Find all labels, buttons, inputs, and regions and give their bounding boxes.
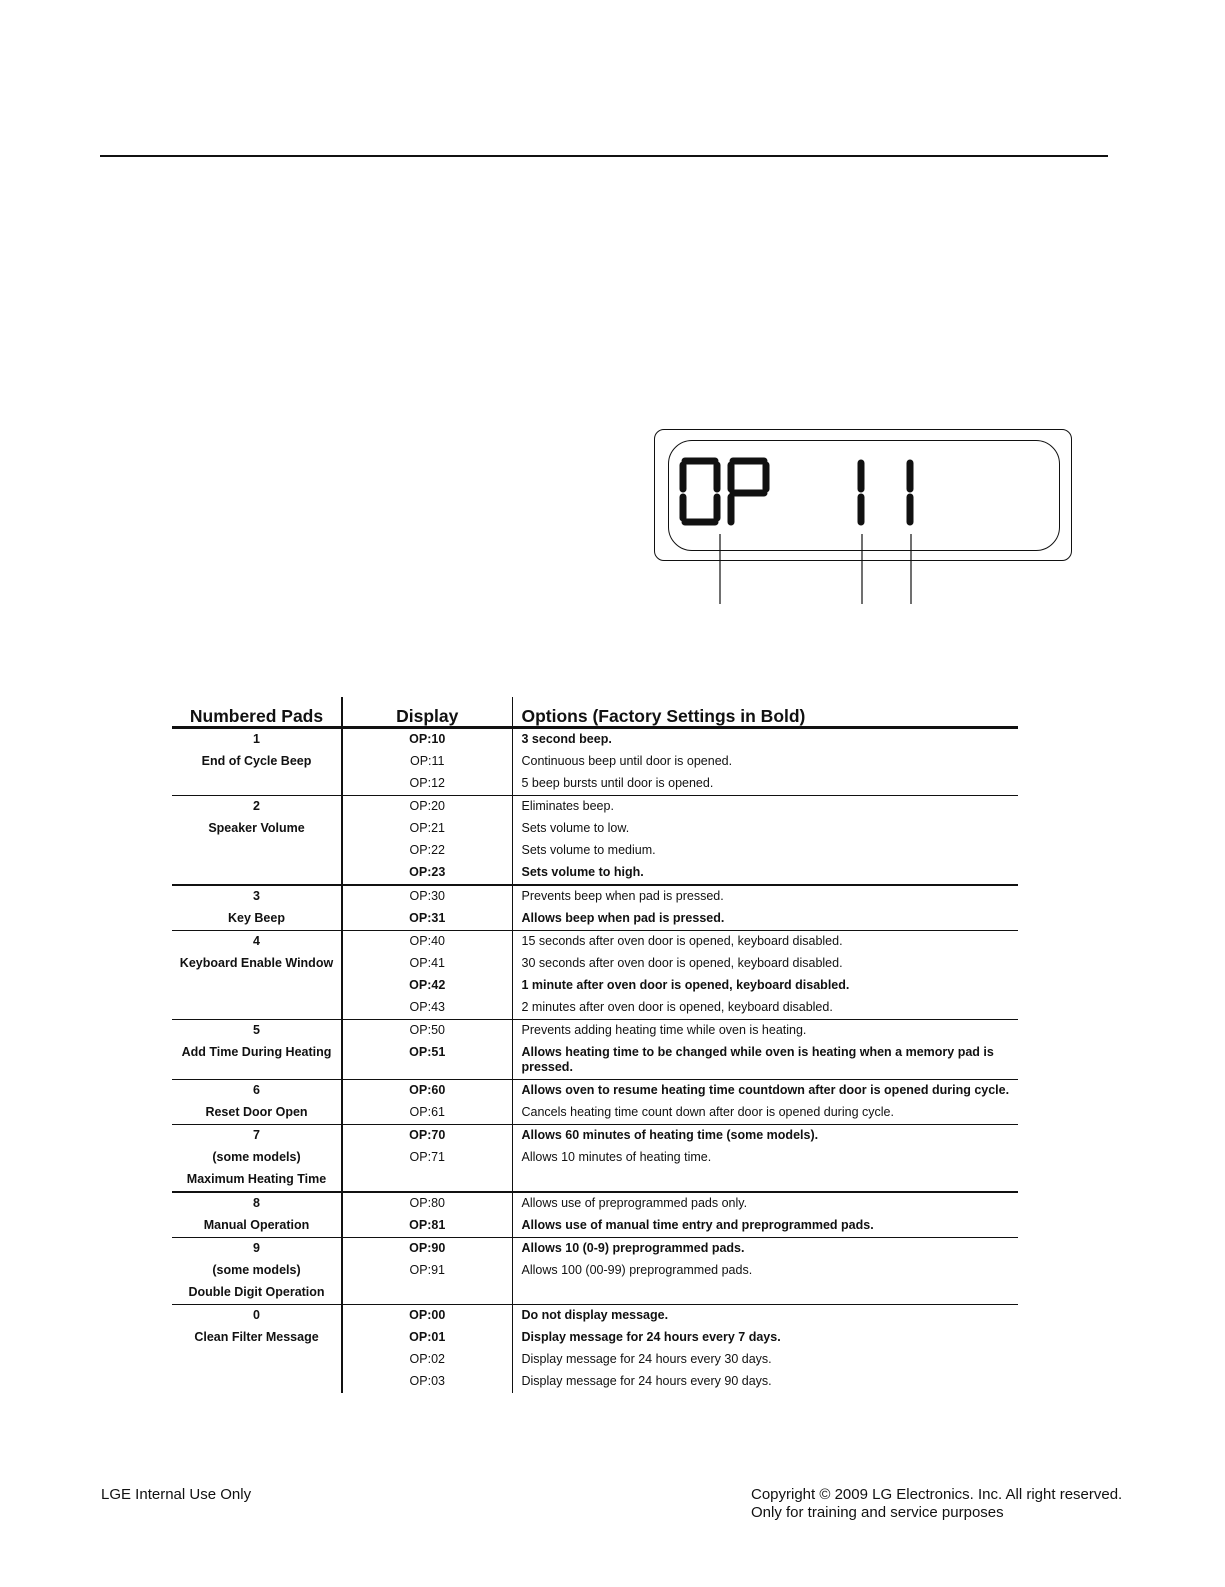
option-description-cell: Allows beep when pad is pressed. (521, 911, 725, 925)
pad-cell: Double Digit Operation (172, 1282, 342, 1305)
table-row (172, 885, 1018, 908)
pad-cell (172, 862, 342, 885)
table-row (172, 931, 1018, 954)
display-code-cell: OP:81 (342, 1215, 512, 1238)
display-code-cell: OP:90 (342, 1238, 512, 1261)
footer-copyright: Copyright © 2009 LG Electronics. Inc. All right reserved. (751, 1486, 1123, 1503)
option-description-cell: Continuous beep until door is opened. (521, 754, 733, 768)
display-code-cell: OP:70 (342, 1125, 512, 1148)
table-row (172, 1169, 1018, 1192)
table-row (172, 975, 1018, 997)
option-description-cell: 5 beep bursts until door is opened. (521, 776, 714, 790)
pad-cell: (some models) (172, 1147, 342, 1169)
option-description-cell: Allows 100 (00-99) preprogrammed pads. (521, 1263, 753, 1277)
table-row (172, 862, 1018, 885)
display-code-cell: OP:41 (342, 953, 512, 975)
display-code-cell: OP:02 (342, 1349, 512, 1371)
option-description-cell (512, 1169, 1018, 1192)
table-row (172, 1125, 1018, 1148)
pad-cell: 3 (172, 885, 342, 908)
pad-cell: 6 (172, 1080, 342, 1103)
digit-zero-glyph (683, 461, 717, 522)
display-readout (0, 0, 1225, 620)
option-description-cell: Sets volume to high. (521, 865, 644, 879)
display-code-cell: OP:10 (342, 728, 512, 752)
letter-p-glyph (731, 461, 766, 522)
pad-cell: 2 (172, 796, 342, 819)
pad-cell: 5 (172, 1020, 342, 1043)
column-header-options: Options (Factory Settings in Bold) (512, 697, 1018, 728)
pad-cell: (some models) (172, 1260, 342, 1282)
option-description-cell: Prevents beep when pad is pressed. (512, 885, 1018, 908)
option-description-cell: Sets volume to medium. (521, 843, 656, 857)
table-row (172, 908, 1018, 931)
display-code-cell: OP:11 (342, 751, 512, 773)
pad-cell: 7 (172, 1125, 342, 1148)
option-description-cell (512, 1282, 1018, 1305)
option-description-cell: Sets volume to low. (521, 821, 630, 835)
option-description-cell: Eliminates beep. (512, 796, 1018, 819)
table-row (172, 997, 1018, 1020)
table-row (172, 1349, 1018, 1371)
pad-cell (172, 840, 342, 862)
footer-internal-use: LGE Internal Use Only (101, 1486, 252, 1503)
display-code-cell: OP:30 (342, 885, 512, 908)
display-code-cell: OP:60 (342, 1080, 512, 1103)
options-table (172, 697, 1018, 1393)
pad-cell (172, 1349, 342, 1371)
option-description-cell: 3 second beep. (521, 732, 612, 746)
display-code-cell (342, 1282, 512, 1305)
pad-cell: Key Beep (172, 908, 342, 931)
column-header-numbered-pads: Numbered Pads (172, 697, 342, 728)
table-row (172, 728, 1018, 752)
pad-cell: 8 (172, 1192, 342, 1215)
pad-cell: End of Cycle Beep (172, 751, 342, 773)
display-code-cell: OP:21 (342, 818, 512, 840)
display-code-cell: OP:20 (342, 796, 512, 819)
display-code-cell: OP:00 (342, 1305, 512, 1328)
display-code-cell: OP:23 (342, 862, 512, 885)
table-row (172, 1080, 1018, 1103)
pad-cell (172, 773, 342, 796)
option-description-cell: Prevents adding heating time while oven is heating. (512, 1020, 1018, 1043)
option-description-cell: Allows 10 (0-9) preprogrammed pads. (512, 1238, 1018, 1261)
pad-cell: 9 (172, 1238, 342, 1261)
display-code-cell: OP:01 (342, 1327, 512, 1349)
table-body (172, 728, 1018, 1394)
display-code-cell: OP:22 (342, 840, 512, 862)
display-code-cell: OP:03 (342, 1371, 512, 1393)
table-row (172, 1192, 1018, 1215)
pad-cell: 1 (172, 728, 342, 752)
option-description-cell: Allows 10 minutes of heating time. (521, 1150, 712, 1164)
pad-cell: Clean Filter Message (172, 1327, 342, 1349)
table-row (172, 1102, 1018, 1125)
option-description-cell: Allows use of preprogrammed pads only. (512, 1192, 1018, 1215)
display-code-cell: OP:31 (342, 908, 512, 931)
pad-cell: 0 (172, 1305, 342, 1328)
table-row (172, 1305, 1018, 1328)
pad-cell (172, 997, 342, 1020)
table-row (172, 953, 1018, 975)
display-code-cell (342, 1169, 512, 1192)
pad-cell: 4 (172, 931, 342, 954)
display-code-cell: OP:43 (342, 997, 512, 1020)
option-description-cell: Allows 60 minutes of heating time (some models). (512, 1125, 1018, 1148)
option-description-cell: Display message for 24 hours every 7 days. (521, 1330, 781, 1344)
option-description-cell: 2 minutes after oven door is opened, keyboard disabled. (521, 1000, 833, 1014)
footer-copyright-block (751, 1486, 1122, 1522)
option-description-cell: Allows oven to resume heating time countdown after door is opened during cycle. (512, 1080, 1018, 1103)
table-row (172, 840, 1018, 862)
pad-cell: Speaker Volume (172, 818, 342, 840)
table-row (172, 1042, 1018, 1080)
table-row (172, 1238, 1018, 1261)
table-row (172, 1371, 1018, 1393)
option-description-cell: 30 seconds after oven door is opened, keyboard disabled. (521, 956, 843, 970)
pad-cell (172, 975, 342, 997)
display-code-cell: OP:42 (342, 975, 512, 997)
table-row (172, 1260, 1018, 1282)
table-row (172, 1282, 1018, 1305)
option-description-cell: Display message for 24 hours every 90 days. (521, 1374, 772, 1388)
pad-cell: Maximum Heating Time (172, 1169, 342, 1192)
option-description-cell: 15 seconds after oven door is opened, keyboard disabled. (512, 931, 1018, 954)
display-code-cell: OP:91 (342, 1260, 512, 1282)
pad-cell: Reset Door Open (172, 1102, 342, 1125)
table-row (172, 1020, 1018, 1043)
option-description-cell: Display message for 24 hours every 30 days. (521, 1352, 772, 1366)
display-code-cell: OP:12 (342, 773, 512, 796)
table-row (172, 751, 1018, 773)
option-description-cell: Allows heating time to be changed while oven is heating when a memory pad is pressed. (521, 1045, 994, 1074)
pad-cell: Keyboard Enable Window (172, 953, 342, 975)
option-description-cell: Allows use of manual time entry and preprogrammed pads. (521, 1218, 874, 1232)
display-code-cell: OP:51 (342, 1042, 512, 1080)
pad-cell: Add Time During Heating (172, 1042, 342, 1080)
table-row (172, 818, 1018, 840)
display-code-cell: OP:61 (342, 1102, 512, 1125)
pad-cell (172, 1371, 342, 1393)
display-code-cell: OP:40 (342, 931, 512, 954)
table-row (172, 773, 1018, 796)
table-row (172, 796, 1018, 819)
option-description-cell: Cancels heating time count down after door is opened during cycle. (521, 1105, 894, 1119)
table-row (172, 1147, 1018, 1169)
column-header-display: Display (342, 697, 512, 728)
display-code-cell: OP:71 (342, 1147, 512, 1169)
table-header-row (172, 697, 1018, 728)
option-description-cell: 1 minute after oven door is opened, keyboard disabled. (521, 978, 850, 992)
footer-purpose: Only for training and service purposes (751, 1504, 1004, 1521)
table-row (172, 1327, 1018, 1349)
pad-cell: Manual Operation (172, 1215, 342, 1238)
display-code-cell: OP:80 (342, 1192, 512, 1215)
display-code-cell: OP:50 (342, 1020, 512, 1043)
option-description-cell: Do not display message. (512, 1305, 1018, 1328)
table-row (172, 1215, 1018, 1238)
